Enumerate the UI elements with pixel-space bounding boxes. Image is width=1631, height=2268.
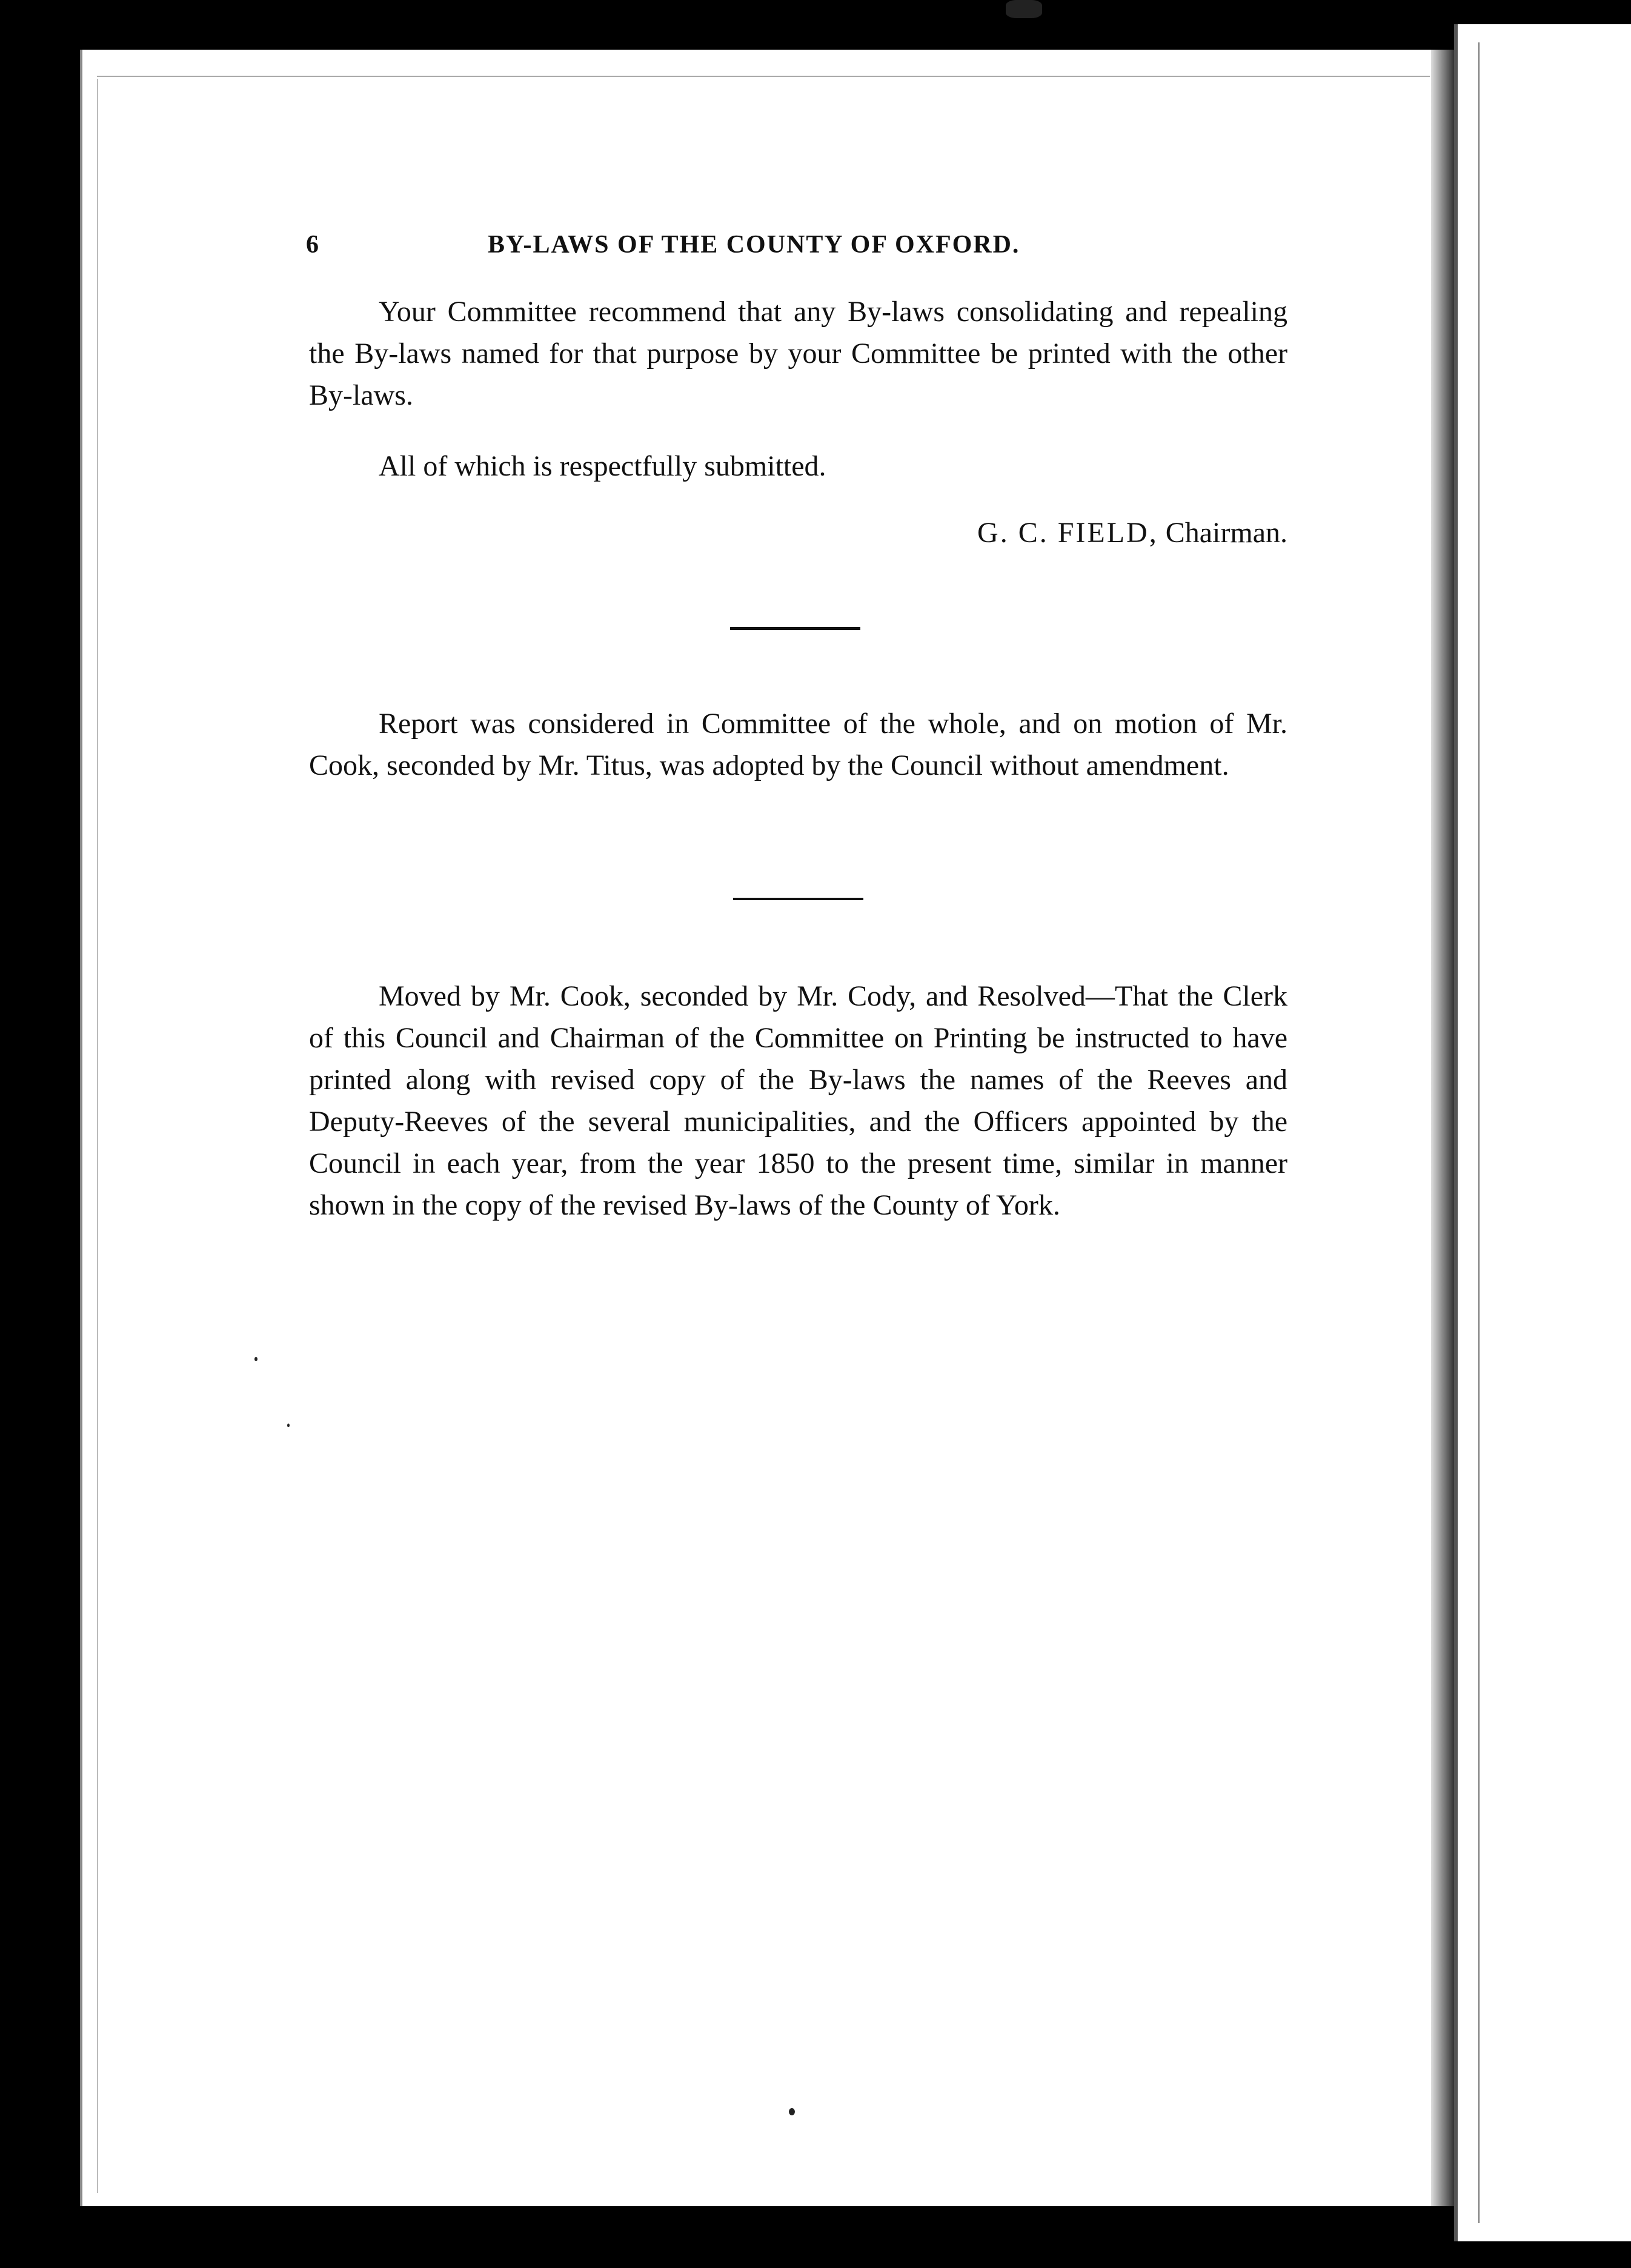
ink-speck xyxy=(254,1357,257,1361)
spine-shadow xyxy=(1431,50,1454,2206)
page-number: 6 xyxy=(306,231,320,259)
running-head xyxy=(306,230,1294,267)
section-divider xyxy=(733,898,863,900)
page-border-top xyxy=(97,76,1430,77)
ink-speck xyxy=(287,1424,290,1427)
section-divider xyxy=(730,627,860,630)
facing-page-edge xyxy=(1454,24,1631,2241)
paragraph-submitted: All of which is respectfully submitted. xyxy=(379,450,826,482)
page-border-left xyxy=(97,79,98,2193)
paragraph-report-adopted: Report was considered in Committee of the whole, and on motion of Mr. Cook, seconded by Mr. Titus, was adopted by the Council without amendment. xyxy=(309,708,1287,781)
paragraph-committee-recommendation: Your Committee recommend that any By-laws consolidating and repealing the By-laws named for that purpose by your Committee be printed with the other By-laws. xyxy=(309,296,1287,411)
ink-speck xyxy=(1006,0,1042,18)
signature-title: Chairman. xyxy=(1165,517,1287,549)
paragraph-resolution: Moved by Mr. Cook, seconded by Mr. Cody, and Resolved—That the Clerk of this Council and Chairman of the Committee on Printing be instructed to have printed along with revised copy of the By-laws the names of the Reeves and Deputy-Reeves of the several municipalities, and the Officers appointed by the Council in each year, from the year 1850 to the present time, similar in manner shown in the copy of the revised By-laws of the County of York. xyxy=(309,980,1287,1221)
facing-page-line xyxy=(1478,42,1480,2223)
ink-speck xyxy=(789,2108,795,2115)
signature-name: G. C. FIELD, xyxy=(977,517,1158,549)
signature-block xyxy=(788,512,1287,554)
running-title: BY-LAWS OF THE COUNTY OF OXFORD. xyxy=(488,231,1020,259)
